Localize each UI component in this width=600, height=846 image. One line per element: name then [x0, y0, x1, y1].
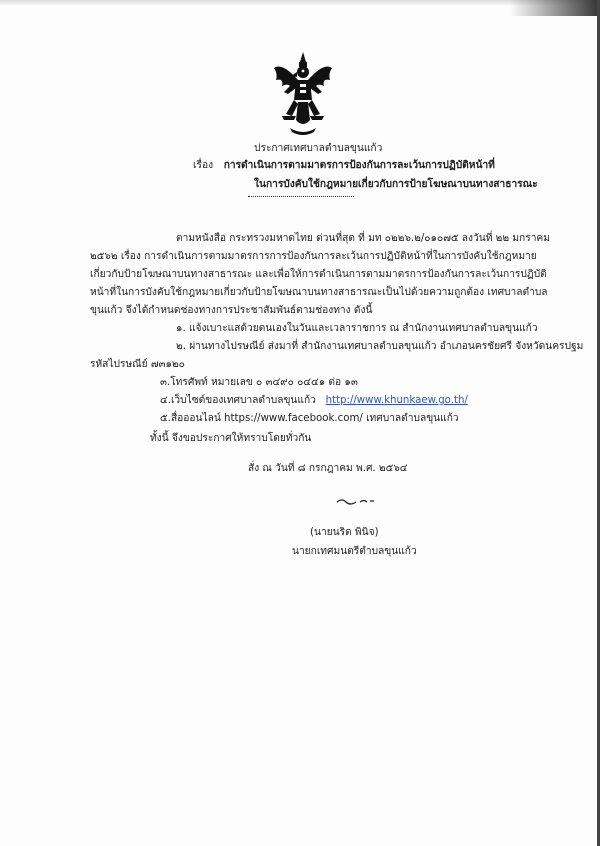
signer-title: นายกเทศมนตรีตำบลขุนแก้ว — [292, 546, 417, 557]
body-paragraph-line: เกี่ยวกับป้ายโฆษณาบนทางสาธารณะ และเพื่อให้การดำเนินการตามมาตรการป้องกันการละเว้นการปฏิบัติ — [90, 269, 547, 280]
closing-line: ทั้งนี้ จึงขอประกาศให้ทราบโดยทั่วกัน — [150, 433, 312, 444]
channel-item-3: ๓.โทรศัพท์ หมายเลข ๐ ๓๔๙๐ ๐๔๔๑ ต่อ ๑๓ — [160, 377, 358, 388]
announcement-title: ประกาศเทศบาลตำบลขุนแก้ว — [254, 143, 383, 154]
website-link[interactable]: http://www.khunkaew.go.th/ — [325, 395, 468, 406]
signer-name: (นายนริด พินิจ) — [310, 527, 379, 538]
body-paragraph-line: ขุนแก้ว จึงได้กำหนดช่องทางการประชาสัมพันธ์ตามช่องทาง ดังนี้ — [90, 305, 373, 316]
channel-item-4-label: ๔.เว็บไซต์ของเทศบาลตำบลขุนแก้ว — [160, 395, 316, 406]
channel-item-4 — [160, 394, 468, 408]
body-paragraph-line: ๒๕๖๒ เรื่อง การดำเนินการตามมาตรการการป้องกันการละเว้นการปฏิบัติหน้าที่ในการบังคับใช้กฎหมาย — [90, 251, 537, 262]
garuda-emblem-icon — [270, 50, 336, 136]
channel-item-2-postcode: รหัสไปรษณีย์ ๗๓๑๒๐ — [90, 359, 185, 370]
scan-corner-mark — [510, 0, 600, 16]
channel-item-2: ๒. ผ่านทางไปรษณีย์ ส่งมาที่ สำนักงานเทศบาลตำบลขุนแก้ว อำเภอนครชัยศรี จังหวัดนครปฐม — [176, 341, 584, 352]
subject-line — [193, 157, 495, 173]
body-paragraph-line: ตามหนังสือ กระทรวงมหาดไทย ด่วนที่สุด ที่ มท ๐๒๒๖.๒/๐๑๐๗๕ ลงวันที่ ๒๒ มกราคม — [176, 233, 550, 244]
signature-icon — [336, 496, 376, 506]
dotted-divider — [248, 196, 354, 197]
channel-item-1: ๑. แจ้งเบาะแสด้วยตนเองในวันและเวลาราชการ ณ สำนักงานเทศบาลตำบลขุนแก้ว — [176, 323, 538, 334]
subject-text-line1: การดำเนินการตามมาตรการป้องกันการละเว้นการปฏิบัติหน้าที่ — [223, 160, 495, 171]
channel-item-5: ๕.สื่อออนไลน์ https://www.facebook.com/ เทศบาลตำบลขุนแก้ว — [160, 413, 459, 424]
subject-label: เรื่อง — [193, 160, 214, 171]
date-line: สั่ง ณ วันที่ ๘ กรกฎาคม พ.ศ. ๒๕๖๔ — [248, 463, 408, 474]
subject-text-line2: ในการบังคับใช้กฎหมายเกี่ยวกับการป้ายโฆษณาบนทางสาธารณะ — [254, 179, 538, 190]
body-paragraph-line: หน้าที่ในการบังคับใช้กฎหมายเกี่ยวกับป้ายโฆษณาบนทางสาธารณะเป็นไปด้วยความถูกต้อง เทศบาลตำบล — [90, 287, 548, 298]
